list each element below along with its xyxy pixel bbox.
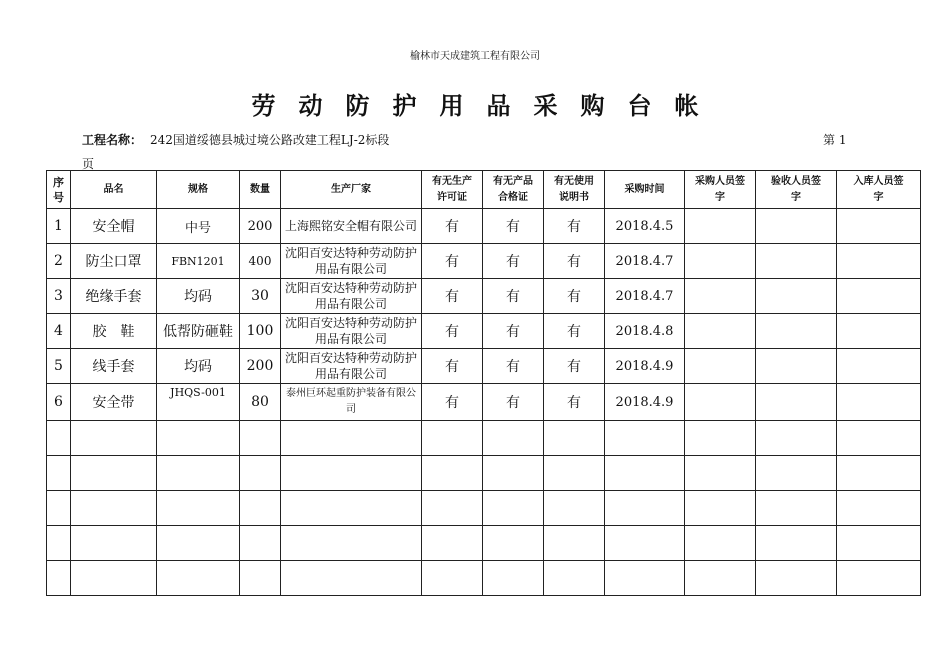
empty-row	[47, 421, 921, 456]
cell-date: 2018.4.9	[605, 349, 685, 384]
cell-spec: 中号	[157, 209, 240, 244]
cell-manual: 有	[544, 314, 605, 349]
cell-name: 线手套	[71, 349, 157, 384]
cell-purchaser-signature[interactable]	[685, 209, 756, 244]
cell-purchaser-signature[interactable]	[685, 244, 756, 279]
cell-certificate: 有	[483, 314, 544, 349]
cell-license: 有	[422, 209, 483, 244]
cell-certificate: 有	[483, 279, 544, 314]
cell-qty: 200	[240, 349, 281, 384]
page-unit: 页	[82, 157, 95, 171]
table-row	[47, 209, 921, 244]
cell-inspector-signature[interactable]	[756, 244, 837, 279]
project-line	[82, 131, 389, 148]
cell-manufacturer: 上海熙铭安全帽有限公司	[281, 209, 422, 244]
cell-date: 2018.4.7	[605, 244, 685, 279]
cell-name: 安全带	[71, 384, 157, 421]
table-row	[47, 279, 921, 314]
cell-manual: 有	[544, 384, 605, 421]
cell-purchaser-signature[interactable]	[685, 314, 756, 349]
cell-warehouse-signature[interactable]	[837, 209, 921, 244]
project-label: 工程名称：	[82, 133, 143, 147]
table-row	[47, 244, 921, 279]
table-row	[47, 349, 921, 384]
cell-qty: 100	[240, 314, 281, 349]
cell-license: 有	[422, 279, 483, 314]
table-header-row	[47, 171, 921, 209]
cell-qty: 30	[240, 279, 281, 314]
empty-row	[47, 526, 921, 561]
cell-no: 4	[47, 314, 71, 349]
cell-certificate: 有	[483, 384, 544, 421]
table-row	[47, 314, 921, 349]
column-header-purchaser: 采购人员签字	[685, 171, 756, 209]
column-header-name: 品名	[71, 171, 157, 209]
cell-certificate: 有	[483, 349, 544, 384]
cell-no: 3	[47, 279, 71, 314]
cell-manufacturer: 沈阳百安达特种劳动防护用品有限公司	[281, 349, 422, 384]
cell-date: 2018.4.5	[605, 209, 685, 244]
cell-spec: JHQS-001	[157, 384, 240, 421]
procurement-ledger-table	[46, 170, 921, 596]
column-header-inspector: 验收人员签字	[756, 171, 837, 209]
column-header-qty: 数量	[240, 171, 281, 209]
cell-license: 有	[422, 314, 483, 349]
empty-row	[47, 491, 921, 526]
document-title: 劳动防护用品采购台帐	[251, 92, 722, 120]
cell-warehouse-signature[interactable]	[837, 244, 921, 279]
column-header-no: 序号	[47, 171, 71, 209]
cell-date: 2018.4.9	[605, 384, 685, 421]
cell-license: 有	[422, 244, 483, 279]
column-header-date: 采购时间	[605, 171, 685, 209]
cell-inspector-signature[interactable]	[756, 384, 837, 421]
cell-qty: 200	[240, 209, 281, 244]
column-header-manual: 有无使用说明书	[544, 171, 605, 209]
cell-warehouse-signature[interactable]	[837, 349, 921, 384]
cell-warehouse-signature[interactable]	[837, 314, 921, 349]
cell-manufacturer: 沈阳百安达特种劳动防护用品有限公司	[281, 279, 422, 314]
cell-purchaser-signature[interactable]	[685, 384, 756, 421]
column-header-warehouse: 入库人员签字	[837, 171, 921, 209]
page-number: 第 1	[823, 133, 847, 147]
cell-name: 绝缘手套	[71, 279, 157, 314]
cell-qty: 80	[240, 384, 281, 421]
cell-warehouse-signature[interactable]	[837, 279, 921, 314]
cell-no: 2	[47, 244, 71, 279]
cell-date: 2018.4.7	[605, 279, 685, 314]
cell-manual: 有	[544, 349, 605, 384]
company-name: 榆林市天成建筑工程有限公司	[410, 51, 540, 62]
cell-purchaser-signature[interactable]	[685, 279, 756, 314]
cell-manual: 有	[544, 244, 605, 279]
cell-name: 安全帽	[71, 209, 157, 244]
cell-inspector-signature[interactable]	[756, 349, 837, 384]
cell-spec: 均码	[157, 349, 240, 384]
cell-certificate: 有	[483, 209, 544, 244]
cell-spec: 低帮防砸鞋	[157, 314, 240, 349]
column-header-license: 有无生产许可证	[422, 171, 483, 209]
cell-warehouse-signature[interactable]	[837, 384, 921, 421]
column-header-manufacturer: 生产厂家	[281, 171, 422, 209]
project-name: 242国道绥德县城过境公路改建工程LJ-2标段	[150, 133, 390, 147]
cell-manufacturer: 沈阳百安达特种劳动防护用品有限公司	[281, 314, 422, 349]
column-header-spec: 规格	[157, 171, 240, 209]
empty-row	[47, 561, 921, 596]
cell-no: 6	[47, 384, 71, 421]
cell-qty: 400	[240, 244, 281, 279]
cell-manual: 有	[544, 279, 605, 314]
cell-date: 2018.4.8	[605, 314, 685, 349]
column-header-certificate: 有无产品合格证	[483, 171, 544, 209]
cell-manufacturer: 沈阳百安达特种劳动防护用品有限公司	[281, 244, 422, 279]
cell-inspector-signature[interactable]	[756, 209, 837, 244]
cell-spec: FBN1201	[157, 244, 240, 279]
cell-name: 防尘口罩	[71, 244, 157, 279]
empty-row	[47, 456, 921, 491]
cell-inspector-signature[interactable]	[756, 314, 837, 349]
cell-manufacturer: 泰州巨环起重防护装备有限公司	[281, 384, 422, 421]
cell-spec: 均码	[157, 279, 240, 314]
cell-inspector-signature[interactable]	[756, 279, 837, 314]
cell-no: 1	[47, 209, 71, 244]
table-row	[47, 384, 921, 421]
cell-no: 5	[47, 349, 71, 384]
cell-certificate: 有	[483, 244, 544, 279]
cell-license: 有	[422, 349, 483, 384]
cell-name: 胶 鞋	[71, 314, 157, 349]
cell-purchaser-signature[interactable]	[685, 349, 756, 384]
cell-manual: 有	[544, 209, 605, 244]
cell-license: 有	[422, 384, 483, 421]
